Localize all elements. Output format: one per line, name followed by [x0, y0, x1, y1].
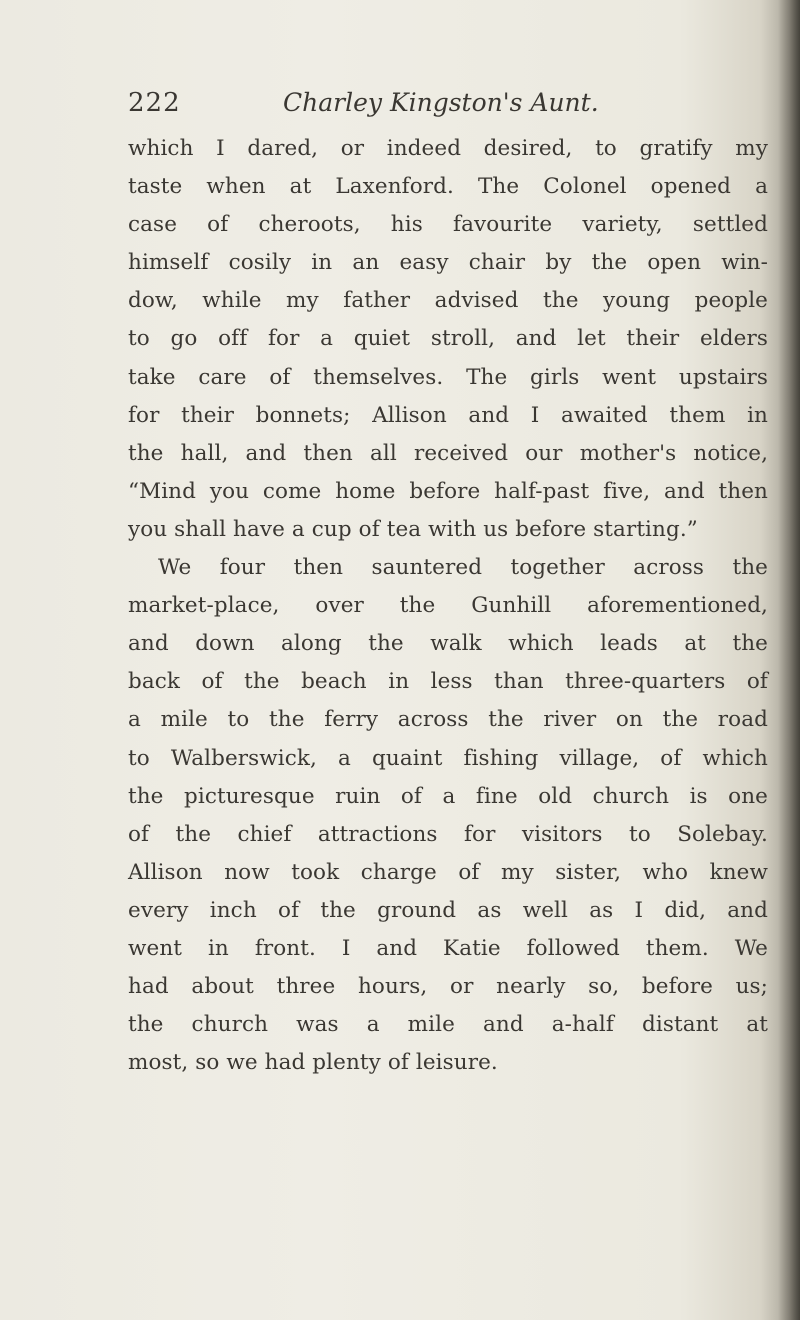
- text-line: Allison now took charge of my sister, who knew: [128, 859, 768, 885]
- text-line: most, so we had plenty of leisure.: [128, 1050, 498, 1076]
- text-line: the picturesque ruin of a fine old church is one: [128, 783, 768, 809]
- running-head: [128, 88, 768, 128]
- text-line: went in front. I and Katie followed them. We: [128, 935, 768, 961]
- text-line: market-place, over the Gunhill aforementioned,: [128, 593, 768, 619]
- running-title: Charley Kingston's Aunt.: [283, 88, 599, 117]
- page-edge-shadow: [778, 0, 800, 1320]
- text-line: case of cheroots, his favourite variety, settled: [128, 212, 768, 238]
- text-line: to Walberswick, a quaint fishing village, of which: [128, 745, 768, 771]
- body-text: [128, 130, 768, 1082]
- text-line: himself cosily in an easy chair by the open win-: [128, 250, 768, 276]
- text-line: of the chief attractions for visitors to Solebay.: [128, 821, 768, 847]
- text-line: the church was a mile and a-half distant at: [128, 1012, 768, 1038]
- text-line: “Mind you come home before half-past five, and then: [128, 478, 768, 504]
- text-line: which I dared, or indeed desired, to gratify my: [128, 136, 768, 161]
- text-line: a mile to the ferry across the river on the road: [128, 707, 768, 733]
- text-line: the hall, and then all received our mother's notice,: [128, 440, 768, 466]
- text-line: back of the beach in less than three-quarters of: [128, 669, 768, 695]
- text-line: We four then sauntered together across the: [158, 555, 768, 581]
- text-line: taste when at Laxenford. The Colonel opened a: [128, 174, 768, 200]
- text-line: for their bonnets; Allison and I awaited them in: [128, 402, 768, 428]
- text-line: to go off for a quiet stroll, and let their elders: [128, 326, 768, 352]
- text-line: and down along the walk which leads at the: [128, 631, 768, 657]
- text-line: had about three hours, or nearly so, before us;: [128, 974, 768, 1000]
- text-line: dow, while my father advised the young people: [128, 288, 768, 314]
- text-line: you shall have a cup of tea with us before starting.”: [128, 516, 698, 542]
- page-number: 222: [128, 88, 181, 118]
- text-line: take care of themselves. The girls went upstairs: [128, 364, 768, 390]
- text-line: every inch of the ground as well as I did, and: [128, 897, 768, 923]
